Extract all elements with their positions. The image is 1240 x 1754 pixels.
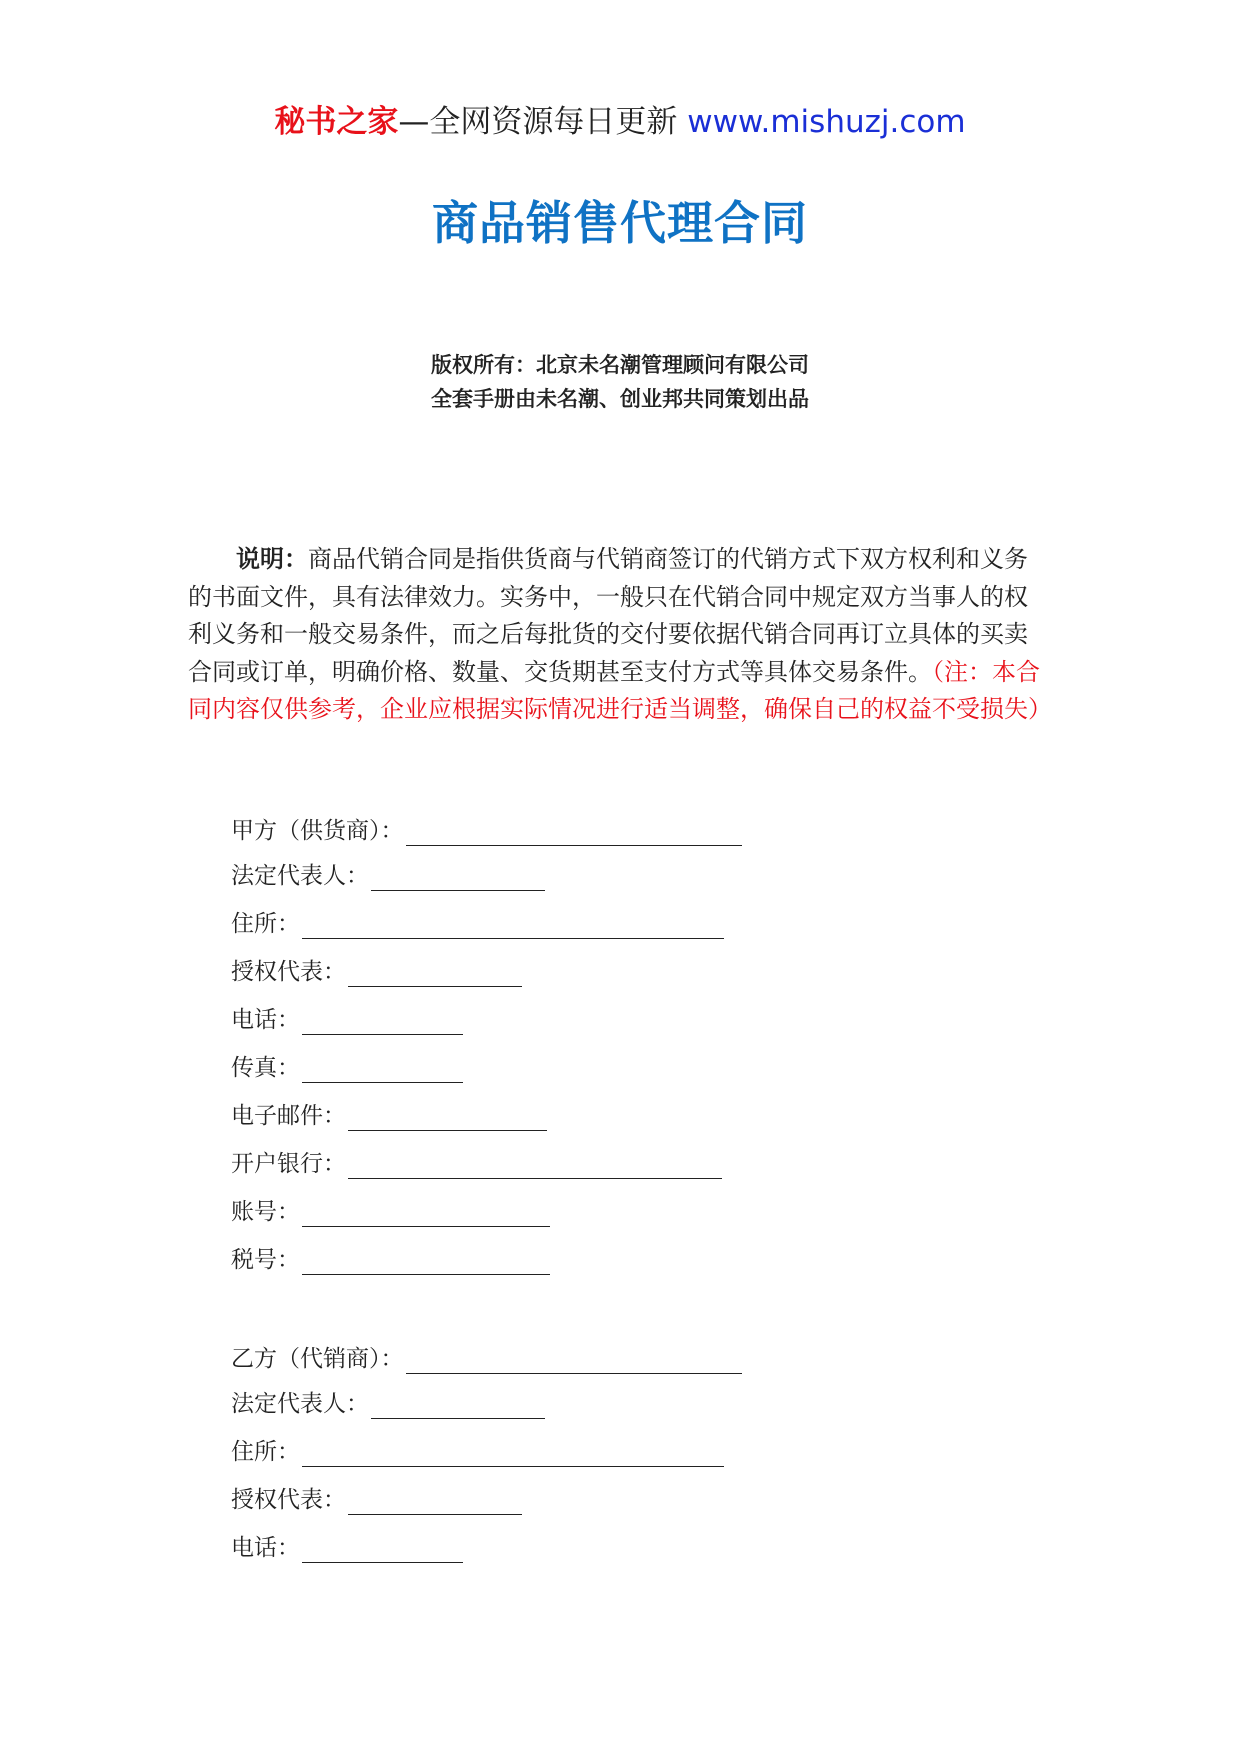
party-b-phone-label: 电话：	[231, 1535, 300, 1561]
party-a-address-label: 住所：	[231, 911, 300, 937]
party-a-phone-blank[interactable]	[302, 1004, 463, 1035]
party-a-name-label: 甲方（供货商）：	[231, 818, 404, 844]
party-b-agent-blank[interactable]	[348, 1484, 522, 1515]
copyright-owner: 版权所有：北京未名潮管理顾问有限公司	[431, 353, 809, 377]
party-a-email-row	[231, 1097, 547, 1131]
party-a-fax-row	[231, 1049, 463, 1083]
description-text: 商品代销合同是指供货商与代销商签订的代销方式下双方权利和义务的书面文件，具有法律效力。实务中，一般只在代销合同中规定双方当事人的权利义务和一般交易条件，而之后每批货的交付要依据代销合同再订立具体的买卖合同或订单，明确价格、数量、交货期甚至支付方式等具体交易条件。	[188, 545, 1028, 686]
party-a-fax-blank[interactable]	[302, 1052, 463, 1083]
party-b-address-row	[231, 1433, 724, 1467]
party-b-legal-rep-label: 法定代表人：	[231, 1391, 369, 1417]
party-b-address-label: 住所：	[231, 1439, 300, 1465]
party-a-tax-id-label: 税号：	[231, 1247, 300, 1273]
party-a-phone-row	[231, 1001, 463, 1035]
description-paragraph	[188, 541, 1052, 729]
party-b-phone-row	[231, 1529, 463, 1563]
site-header	[0, 100, 1240, 144]
description-note: （注：本合同内容仅供参考，企业应根据实际情况进行适当调整，确保自己的权益不受损失）	[188, 657, 1052, 723]
copyright-block	[0, 348, 1240, 416]
party-a-agent-row	[231, 953, 522, 987]
party-b-name-blank[interactable]	[406, 1343, 742, 1374]
party-a-phone-label: 电话：	[231, 1007, 300, 1033]
site-url-link[interactable]: www.mishuzj.com	[687, 104, 966, 140]
party-b-phone-blank[interactable]	[302, 1532, 463, 1563]
site-brand: 秘书之家	[274, 104, 399, 140]
party-b-name-row	[231, 1340, 742, 1374]
party-b-legal-rep-blank[interactable]	[371, 1388, 545, 1419]
party-a-legal-rep-label: 法定代表人：	[231, 863, 369, 889]
party-b-agent-label: 授权代表：	[231, 1487, 346, 1513]
party-b-agent-row	[231, 1481, 522, 1515]
party-a-address-row	[231, 905, 724, 939]
party-a-email-label: 电子邮件：	[231, 1103, 346, 1129]
party-a-agent-blank[interactable]	[348, 956, 522, 987]
party-a-name-blank[interactable]	[406, 815, 742, 846]
party-a-legal-rep-blank[interactable]	[371, 860, 545, 891]
party-a-tax-id-blank[interactable]	[302, 1244, 550, 1275]
party-a-account-row	[231, 1193, 550, 1227]
party-a-fax-label: 传真：	[231, 1055, 300, 1081]
description-label: 说明：	[236, 545, 308, 573]
party-a-tax-id-row	[231, 1241, 550, 1275]
party-a-name-row	[231, 812, 742, 846]
copyright-credits: 全套手册由未名潮、创业邦共同策划出品	[431, 387, 809, 411]
party-a-legal-rep-row	[231, 857, 545, 891]
party-a-bank-row	[231, 1145, 722, 1179]
document-title: 商品销售代理合同	[432, 196, 808, 250]
party-b-name-label: 乙方（代销商）：	[231, 1346, 404, 1372]
party-a-agent-label: 授权代表：	[231, 959, 346, 985]
party-a-bank-label: 开户银行：	[231, 1151, 346, 1177]
party-a-email-blank[interactable]	[348, 1100, 547, 1131]
party-a-account-blank[interactable]	[302, 1196, 550, 1227]
party-a-bank-blank[interactable]	[348, 1148, 722, 1179]
party-a-address-blank[interactable]	[302, 908, 724, 939]
party-a-account-label: 账号：	[231, 1199, 300, 1225]
party-b-address-blank[interactable]	[302, 1436, 724, 1467]
party-b-legal-rep-row	[231, 1385, 545, 1419]
site-slogan: —全网资源每日更新	[398, 104, 678, 140]
